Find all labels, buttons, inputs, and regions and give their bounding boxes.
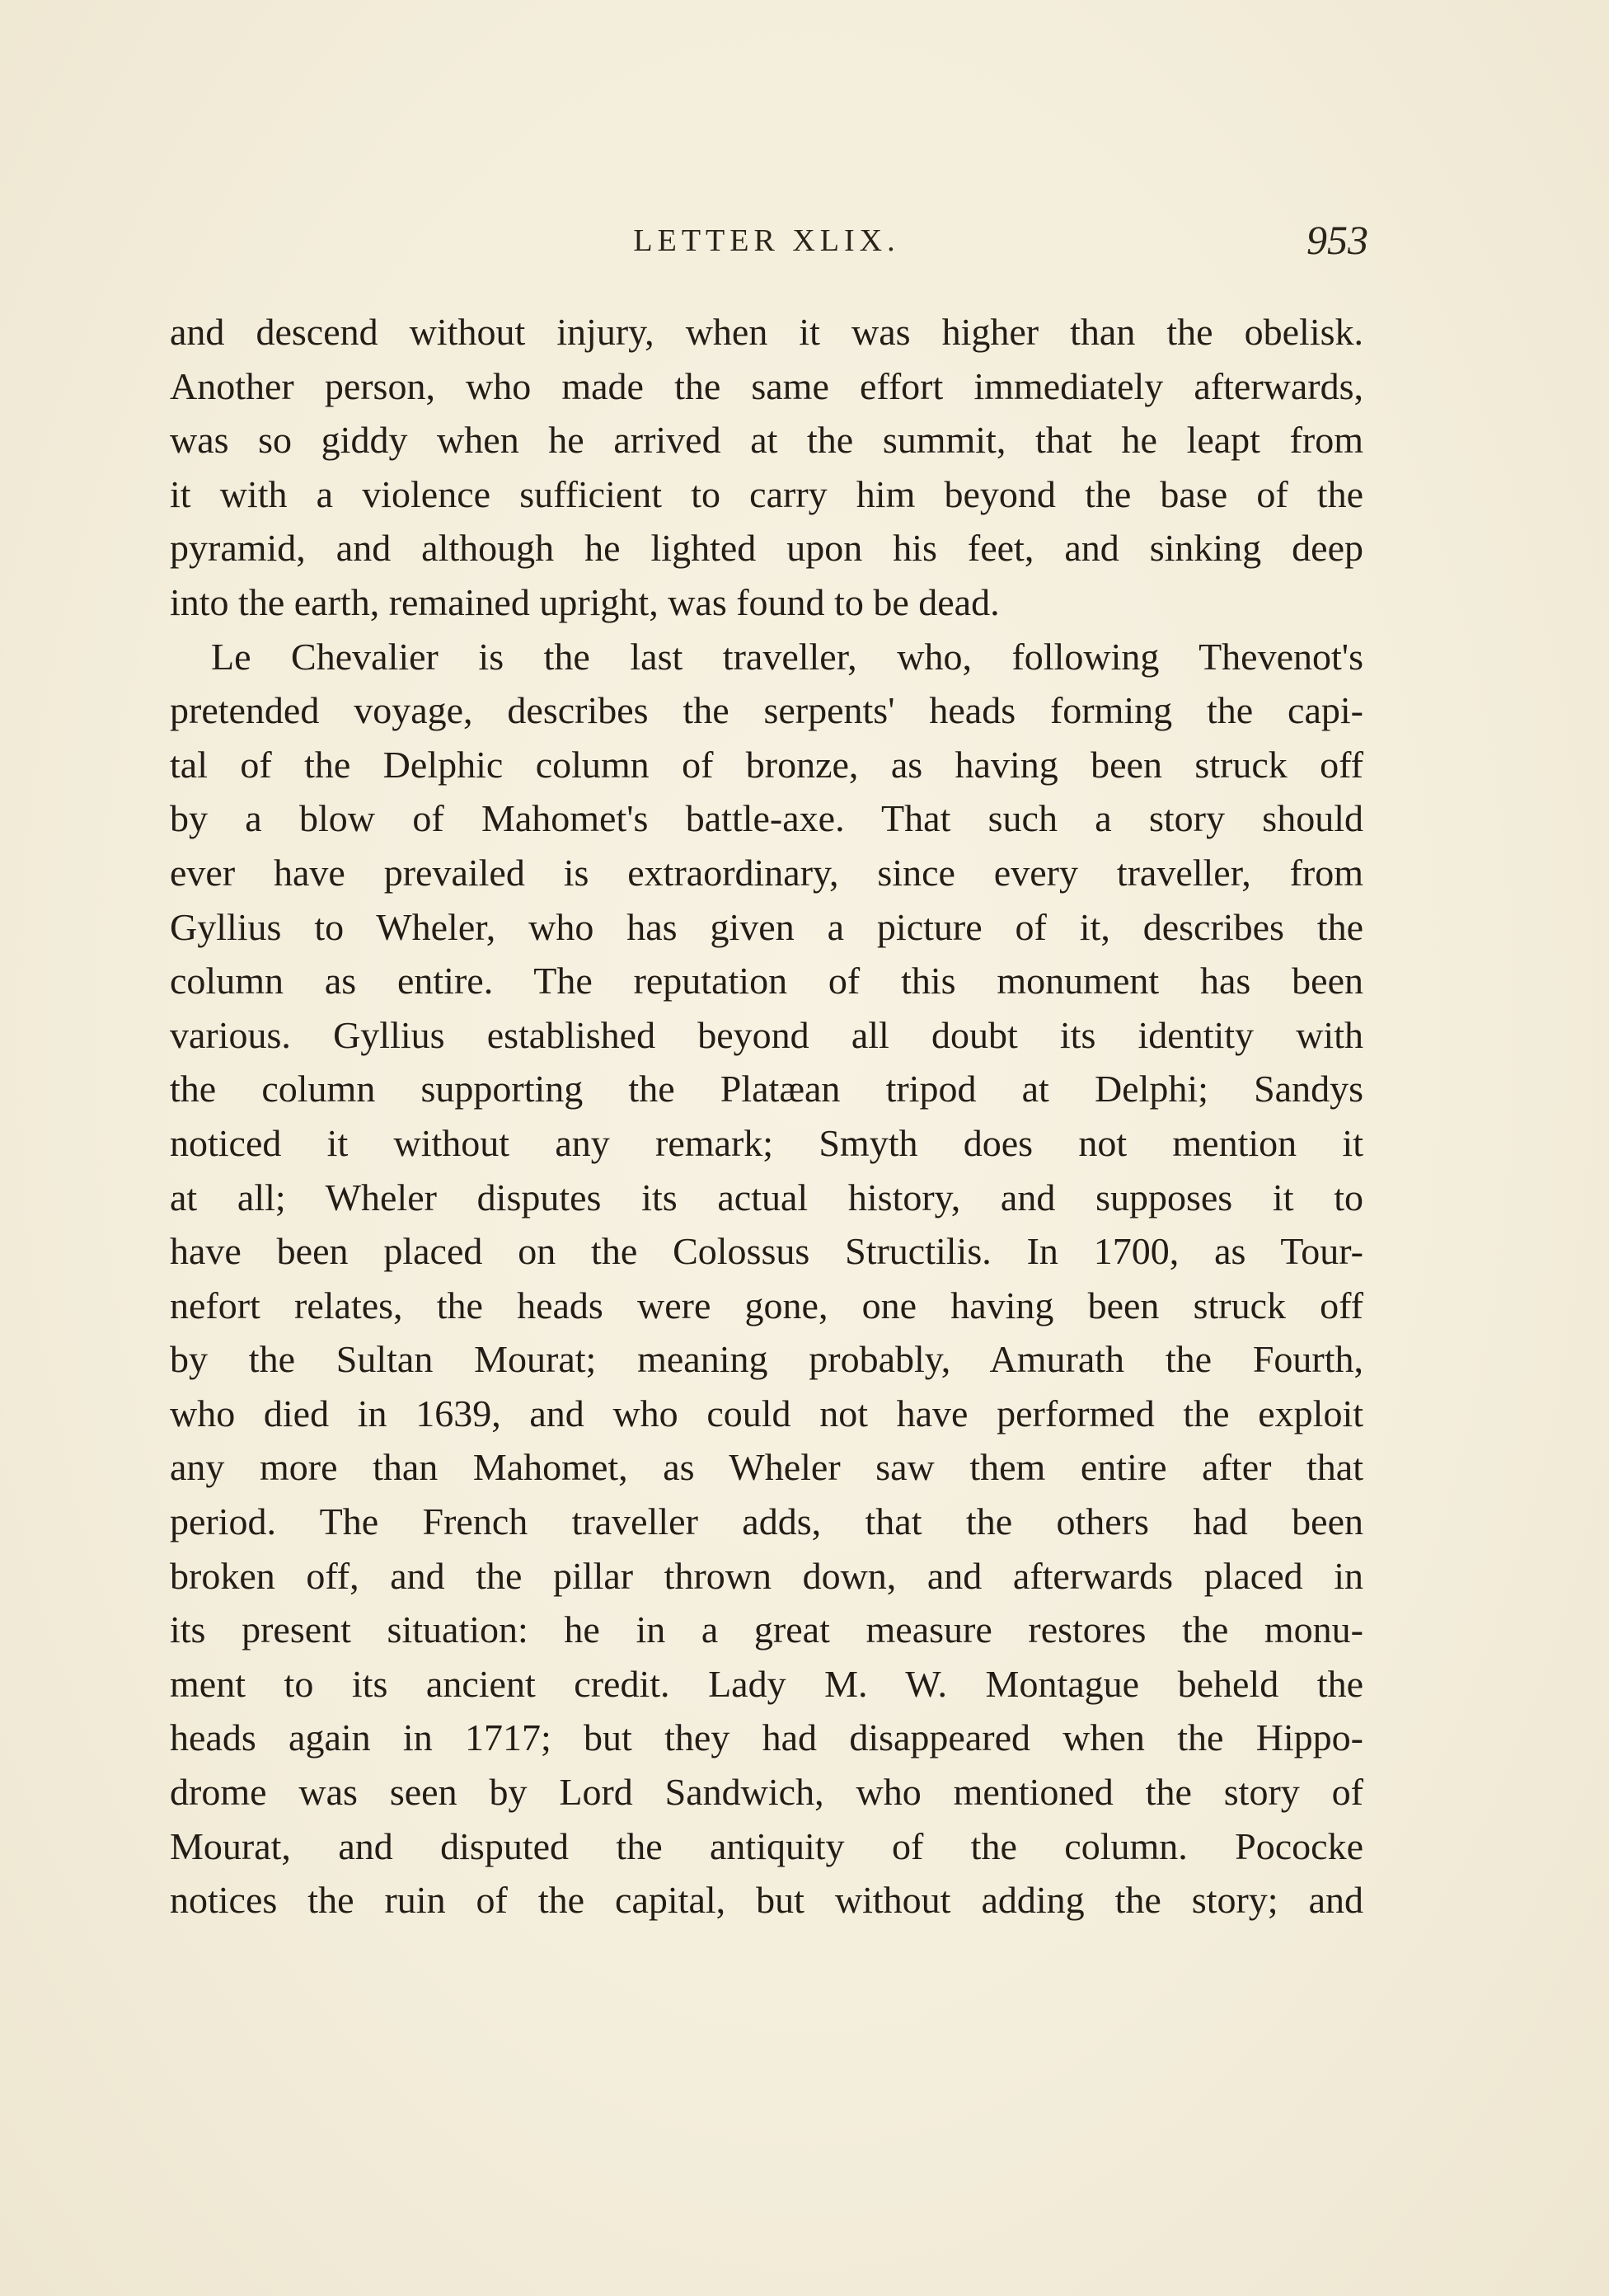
text-line: broken off, and the pillar thrown down, and afterwards placed in: [170, 1554, 1363, 1597]
text-line: noticed it without any remark; Smyth does not mention it: [170, 1121, 1363, 1164]
page-header: [165, 217, 1368, 272]
text-line: various. Gyllius established beyond all doubt its identity with: [170, 1013, 1363, 1056]
text-line: nefort relates, the heads were gone, one having been struck off: [170, 1284, 1363, 1326]
text-line: drome was seen by Lord Sandwich, who mentioned the story of: [170, 1771, 1363, 1814]
page-number: 953: [1306, 217, 1368, 263]
text-line: tal of the Delphic column of bronze, as having been struck off: [170, 743, 1363, 786]
text-line: into the earth, remained upright, was found to be dead.: [170, 580, 1000, 623]
text-line: pretended voyage, describes the serpents' heads forming the capi-: [170, 689, 1363, 732]
text-line: it with a violence sufficient to carry him beyond the base of the: [170, 472, 1363, 515]
text-line: was so giddy when he arrived at the summit, that he leapt from: [170, 419, 1363, 462]
text-line: at all; Wheler disputes its actual history, and supposes it to: [170, 1176, 1363, 1218]
text-line: the column supporting the Platæan tripod at Delphi; Sandys: [170, 1068, 1363, 1110]
text-line: by a blow of Mahomet's battle-axe. That such a story should: [170, 797, 1363, 840]
text-line: period. The French traveller adds, that the others had been: [170, 1500, 1363, 1543]
text-line: its present situation: he in a great measure restores the monu-: [170, 1608, 1363, 1651]
text-line: Gyllius to Wheler, who has given a picture of it, describes the: [170, 905, 1363, 948]
text-line: Le Chevalier is the last traveller, who, following Thevenot's: [211, 635, 1363, 678]
text-line: column as entire. The reputation of this monument has been: [170, 960, 1363, 1002]
text-line: have been placed on the Colossus Structilis. In 1700, as Tour-: [170, 1230, 1363, 1273]
text-line: heads again in 1717; but they had disappeared when the Hippo-: [170, 1716, 1363, 1759]
text-line: and descend without injury, when it was higher than the obelisk.: [170, 311, 1363, 353]
body-text: [170, 305, 1363, 1927]
text-line: any more than Mahomet, as Wheler saw them entire after that: [170, 1446, 1363, 1489]
text-line: Another person, who made the same effort immediately afterwards,: [170, 364, 1363, 407]
text-line: ever have prevailed is extraordinary, since every traveller, from: [170, 851, 1363, 894]
text-line: pyramid, and although he lighted upon his feet, and sinking deep: [170, 527, 1363, 570]
text-line: Mourat, and disputed the antiquity of the column. Pococke: [170, 1824, 1363, 1867]
text-line: who died in 1639, and who could not have performed the exploit: [170, 1392, 1363, 1434]
running-title: LETTER XLIX.: [633, 223, 900, 258]
text-line: notices the ruin of the capital, but without adding the story; and: [170, 1879, 1363, 1922]
text-line: ment to its ancient credit. Lady M. W. Montague beheld the: [170, 1662, 1363, 1705]
text-line: by the Sultan Mourat; meaning probably, Amurath the Fourth,: [170, 1338, 1363, 1381]
